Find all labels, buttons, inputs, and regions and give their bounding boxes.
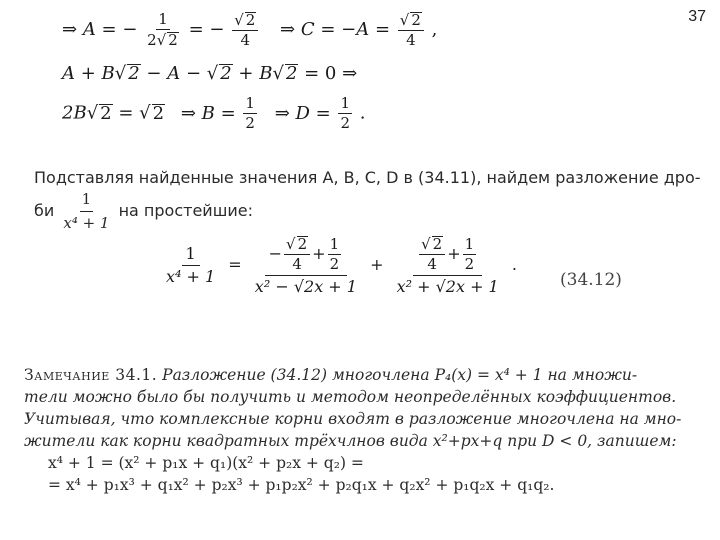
- eq4-period: .: [511, 255, 517, 274]
- eq3-b-denominator: 2: [245, 114, 255, 132]
- eq4-term-1-denominator: x² − √2x + 1: [254, 277, 357, 296]
- eq1-equals: = −: [188, 19, 225, 40]
- eq4-t2-half-den: 2: [464, 254, 475, 273]
- page-number: 37: [688, 8, 706, 25]
- eq3-period: .: [359, 102, 366, 124]
- eq1-comma: ,: [431, 19, 438, 40]
- eq1-fraction-2: [232, 12, 258, 48]
- eq3-implies-d: ⇒ D =: [274, 102, 331, 124]
- equation-tag: (34.12): [560, 270, 622, 290]
- equation-line-1: [62, 12, 437, 48]
- eq4-term-2: [393, 236, 503, 295]
- eq3-d-numerator: 1: [340, 94, 351, 112]
- eq4-term-2-numerator: [413, 236, 482, 276]
- eq4-t2-sqrt-den: 4: [427, 255, 437, 273]
- equation-line-3: 2B√ 2 = √ 2 ⇒ B = $\frac{1}{2}$ ⇒ D = $\frac{1}{2}$ .: [62, 94, 366, 132]
- eq4-t1-sqrt-den: 4: [292, 255, 302, 273]
- paragraph-line-1: Подставляя найденные значения A, B, C, D в (34.11), найдем разложение дро-: [34, 168, 701, 187]
- eq4-lhs-denominator: x⁴ + 1: [166, 267, 216, 286]
- paragraph-frac-denominator: x⁴ + 1: [63, 213, 110, 232]
- eq2-radicand-1: 2: [128, 63, 140, 84]
- eq2-radicand-2: 2: [220, 63, 232, 84]
- remark-line-2: тели можно было бы получить и методом неопределённых коэффициентов.: [24, 388, 677, 406]
- remark-line-1: [24, 364, 694, 386]
- eq1-c-part: C = −A =: [300, 19, 391, 40]
- eq4-t2-half-num: 1: [464, 234, 475, 253]
- remark-equation-2: = x⁴ + p₁x³ + q₁x² + p₂x³ + p₁p₂x² + p₂q₁x + q₂x² + p₁q₂x + q₁q₂.: [48, 476, 555, 494]
- eq4-t1-sign: −: [268, 244, 283, 263]
- eq3-d-denominator: 2: [340, 114, 351, 132]
- eq4-t1-half-den: 2: [329, 254, 340, 273]
- eq4-term-1-numerator: [265, 236, 347, 276]
- implies-symbol: ⇒: [62, 19, 78, 40]
- remark-equation-1: x⁴ + 1 = (x² + p₁x + q₁)(x² + p₂x + q₂) =: [48, 454, 364, 472]
- eq1-f1-numerator: 1: [158, 10, 168, 28]
- implies-symbol: ⇒: [280, 19, 296, 40]
- remark-text-1: Разложение (34.12) многочлена P₄(x) = x⁴ + 1 на множи-: [162, 366, 638, 384]
- eq1-f3-denominator: 4: [406, 31, 416, 49]
- paragraph-tail: на простейшие:: [118, 200, 253, 220]
- eq4-lhs-fraction: [162, 246, 219, 285]
- eq4-t1-half: [328, 234, 342, 273]
- paragraph-word-bi: би: [34, 200, 55, 220]
- eq4-t1-plus: +: [312, 244, 326, 263]
- eq2-part-b: − A −: [140, 63, 207, 84]
- eq2-part-d: = 0 ⇒: [298, 63, 358, 84]
- eq4-t2-sqrt-num: √ 2: [419, 236, 445, 255]
- eq1-f1-denominator: 2√ 2: [147, 31, 178, 49]
- eq1-fraction-1: [145, 12, 181, 48]
- eq3-implies-b: ⇒ B =: [180, 102, 236, 124]
- eq3-pre: 2B: [62, 102, 87, 124]
- eq1-f2-denominator: 4: [240, 31, 251, 49]
- remark-line-4: жители как корни квадратных трёхчлнов вида x²+px+q при D < 0, запишем:: [24, 432, 677, 450]
- eq4-t1-sqrt-frac: [284, 236, 310, 272]
- eq3-radicand-1: 2: [100, 102, 112, 124]
- eq4-equals: =: [228, 255, 242, 274]
- eq4-term-2-denominator: x² + √2x + 1: [396, 277, 499, 296]
- eq1-a-lhs: A = −: [82, 19, 138, 40]
- remark-block: [24, 364, 694, 496]
- eq1-f2-numerator: √ 2: [232, 12, 258, 31]
- eq4-term-1: [251, 236, 361, 295]
- eq3-equals: =: [112, 102, 140, 124]
- equation-34-12: [158, 236, 517, 295]
- eq4-t2-half: [463, 234, 477, 273]
- eq3-radicand-2: 2: [152, 102, 165, 124]
- eq4-t1-sqrt-num: √ 2: [284, 236, 310, 255]
- eq4-t2-sqrt-frac: [419, 236, 445, 272]
- equation-line-2: A + B√ 2 − A − √ 2 + B√ 2 = 0 ⇒: [62, 63, 358, 84]
- eq1-fraction-3: [398, 12, 424, 48]
- paragraph-frac-numerator: 1: [80, 190, 94, 212]
- eq4-lhs-numerator: 1: [182, 246, 200, 266]
- paragraph-line-2: [34, 190, 253, 233]
- remark-heading: Замечание 34.1.: [24, 366, 158, 384]
- eq3-fraction-b: [243, 96, 257, 131]
- eq4-plus: +: [370, 255, 384, 274]
- remark-line-3: Учитывая, что комплексные корни входят в разложение многочлена на мно-: [24, 410, 682, 428]
- eq4-t2-plus: +: [447, 244, 461, 263]
- eq1-f3-numerator: √ 2: [398, 12, 424, 31]
- eq2-part-a: A + B: [62, 63, 115, 84]
- eq4-t1-half-num: 1: [329, 234, 340, 253]
- paragraph-fraction: [61, 190, 111, 233]
- eq3-b-numerator: 1: [245, 94, 255, 112]
- eq2-part-c: + B: [232, 63, 273, 84]
- eq2-radicand-3: 2: [285, 63, 298, 84]
- eq3-fraction-d: [338, 96, 352, 131]
